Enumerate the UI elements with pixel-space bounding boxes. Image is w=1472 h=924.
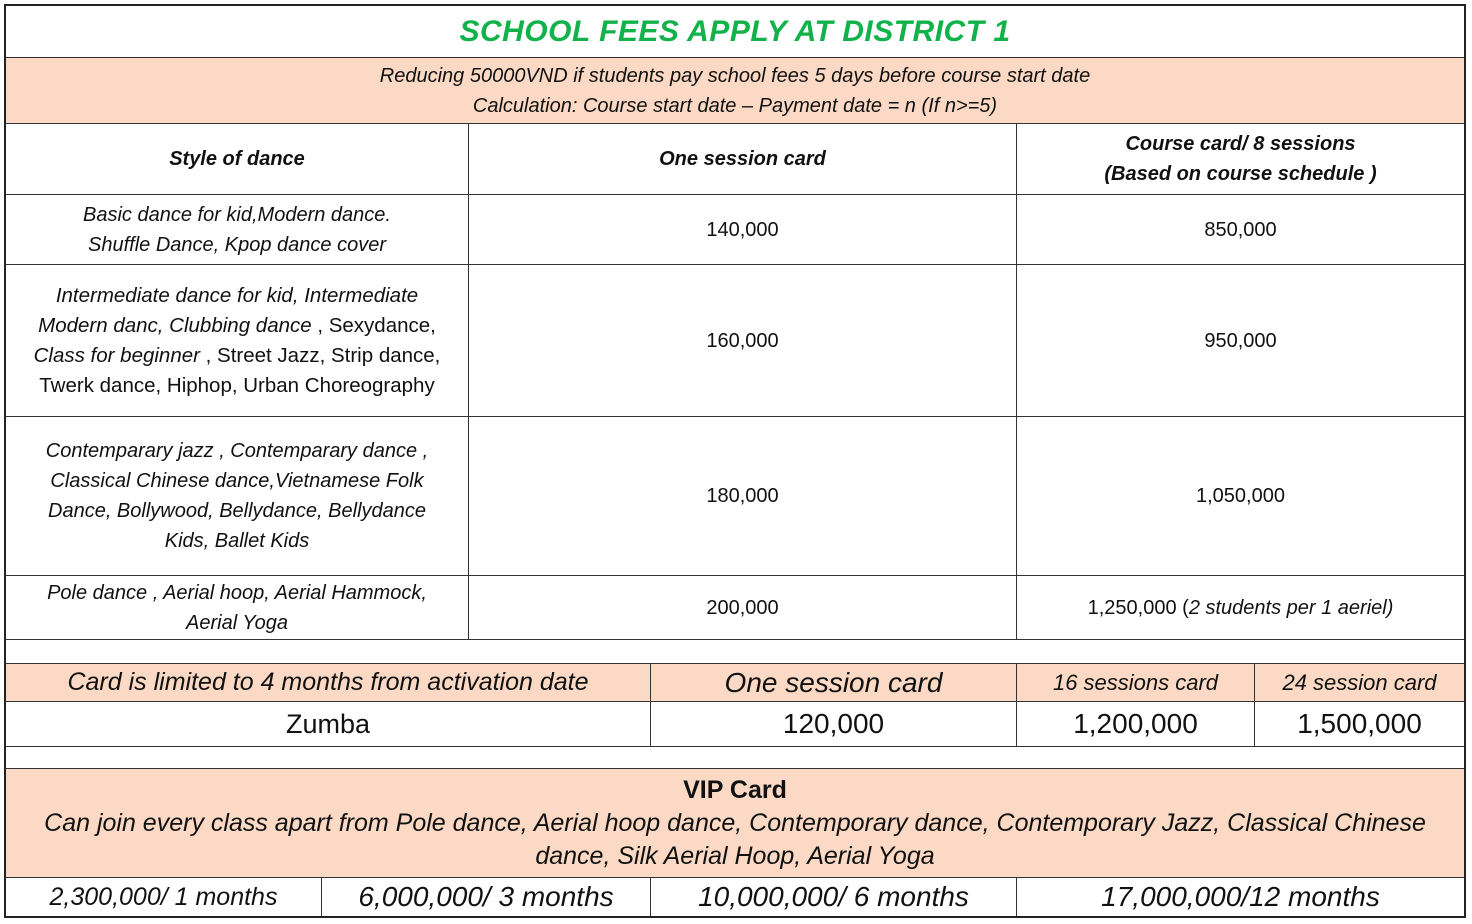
- one-session-price: 160,000: [469, 265, 1017, 416]
- zumba-one-session-price: 120,000: [651, 702, 1017, 746]
- fees-table: [4, 4, 1466, 918]
- vip-price-1-month: 2,300,000/ 1 months: [6, 878, 322, 916]
- zumba-16-price: 1,200,000: [1017, 702, 1255, 746]
- vip-price-6-months: 10,000,000/ 6 months: [651, 878, 1017, 916]
- style-cell: Basic dance for kid,Modern dance. Shuffle Dance, Kpop dance cover: [6, 195, 469, 264]
- course-price: 850,000: [1204, 218, 1277, 241]
- table-row: [6, 195, 1464, 265]
- header-style: Style of dance: [6, 124, 469, 194]
- vip-description: Can join every class apart from Pole dance, Aerial hoop dance, Contemporary dance, Contemporary Jazz, Classical Chinese: [44, 809, 1426, 837]
- table-row: [6, 417, 1464, 576]
- header-course-card: Course card/ 8 sessions (Based on course schedule ): [1104, 133, 1377, 185]
- discount-row: [6, 58, 1464, 124]
- one-session-price: 200,000: [469, 576, 1017, 639]
- vip-title: VIP Card: [683, 776, 787, 804]
- one-session-price: 180,000: [469, 417, 1017, 575]
- zumba-24-header: 24 session card: [1282, 669, 1437, 695]
- course-price: 1,050,000: [1196, 485, 1285, 507]
- spacer-row: [6, 747, 1464, 769]
- style-cell: Contemparary jazz , Contemparary dance , Classical Chinese dance,Vietnamese Folk Dance, Bollywood, Bellydance, Bellydance Kids, Ballet Kids: [6, 417, 469, 575]
- vip-description-cont: dance, Silk Aerial Hoop, Aerial Yoga: [535, 842, 935, 870]
- zumba-header-row: [6, 664, 1464, 702]
- zumba-price-row: [6, 702, 1464, 747]
- spacer-row: [6, 640, 1464, 664]
- zumba-24-price: 1,500,000: [1297, 708, 1422, 739]
- vip-price-row: [6, 878, 1464, 916]
- discount-note: Reducing 50000VND if students pay school fees 5 days before course start date: [379, 64, 1091, 87]
- one-session-price: 140,000: [469, 195, 1017, 264]
- vip-price-12-months: 17,000,000/12 months: [1101, 881, 1380, 912]
- discount-formula: Calculation: Course start date – Payment date = n (If n>=5): [472, 94, 998, 117]
- zumba-16-header: 16 sessions card: [1017, 664, 1255, 701]
- page-title: SCHOOL FEES APPLY AT DISTRICT 1: [459, 14, 1011, 48]
- header-one-session: One session card: [469, 124, 1017, 194]
- vip-price-3-months: 6,000,000/ 3 months: [322, 878, 651, 916]
- column-header-row: [6, 124, 1464, 195]
- course-price: 950,000: [1204, 329, 1277, 352]
- zumba-one-session-header: One session card: [651, 664, 1017, 701]
- table-row: [6, 576, 1464, 640]
- title-row: [6, 6, 1464, 58]
- card-limit-note: Card is limited to 4 months from activation date: [6, 664, 651, 701]
- zumba-name: Zumba: [6, 702, 651, 746]
- style-cell: Intermediate dance for kid, Intermediate Modern danc, Clubbing dance , Sexydance, Class for beginner , Street Jazz, Strip dance, Twerk dance, Hiphop, Urban Choreography: [6, 265, 469, 416]
- vip-card-row: [6, 769, 1464, 878]
- course-price: 1,250,000 (2 students per 1 aeriel): [1087, 596, 1394, 619]
- style-cell: Pole dance , Aerial hoop, Aerial Hammock, Aerial Yoga: [6, 576, 469, 639]
- table-row: [6, 265, 1464, 417]
